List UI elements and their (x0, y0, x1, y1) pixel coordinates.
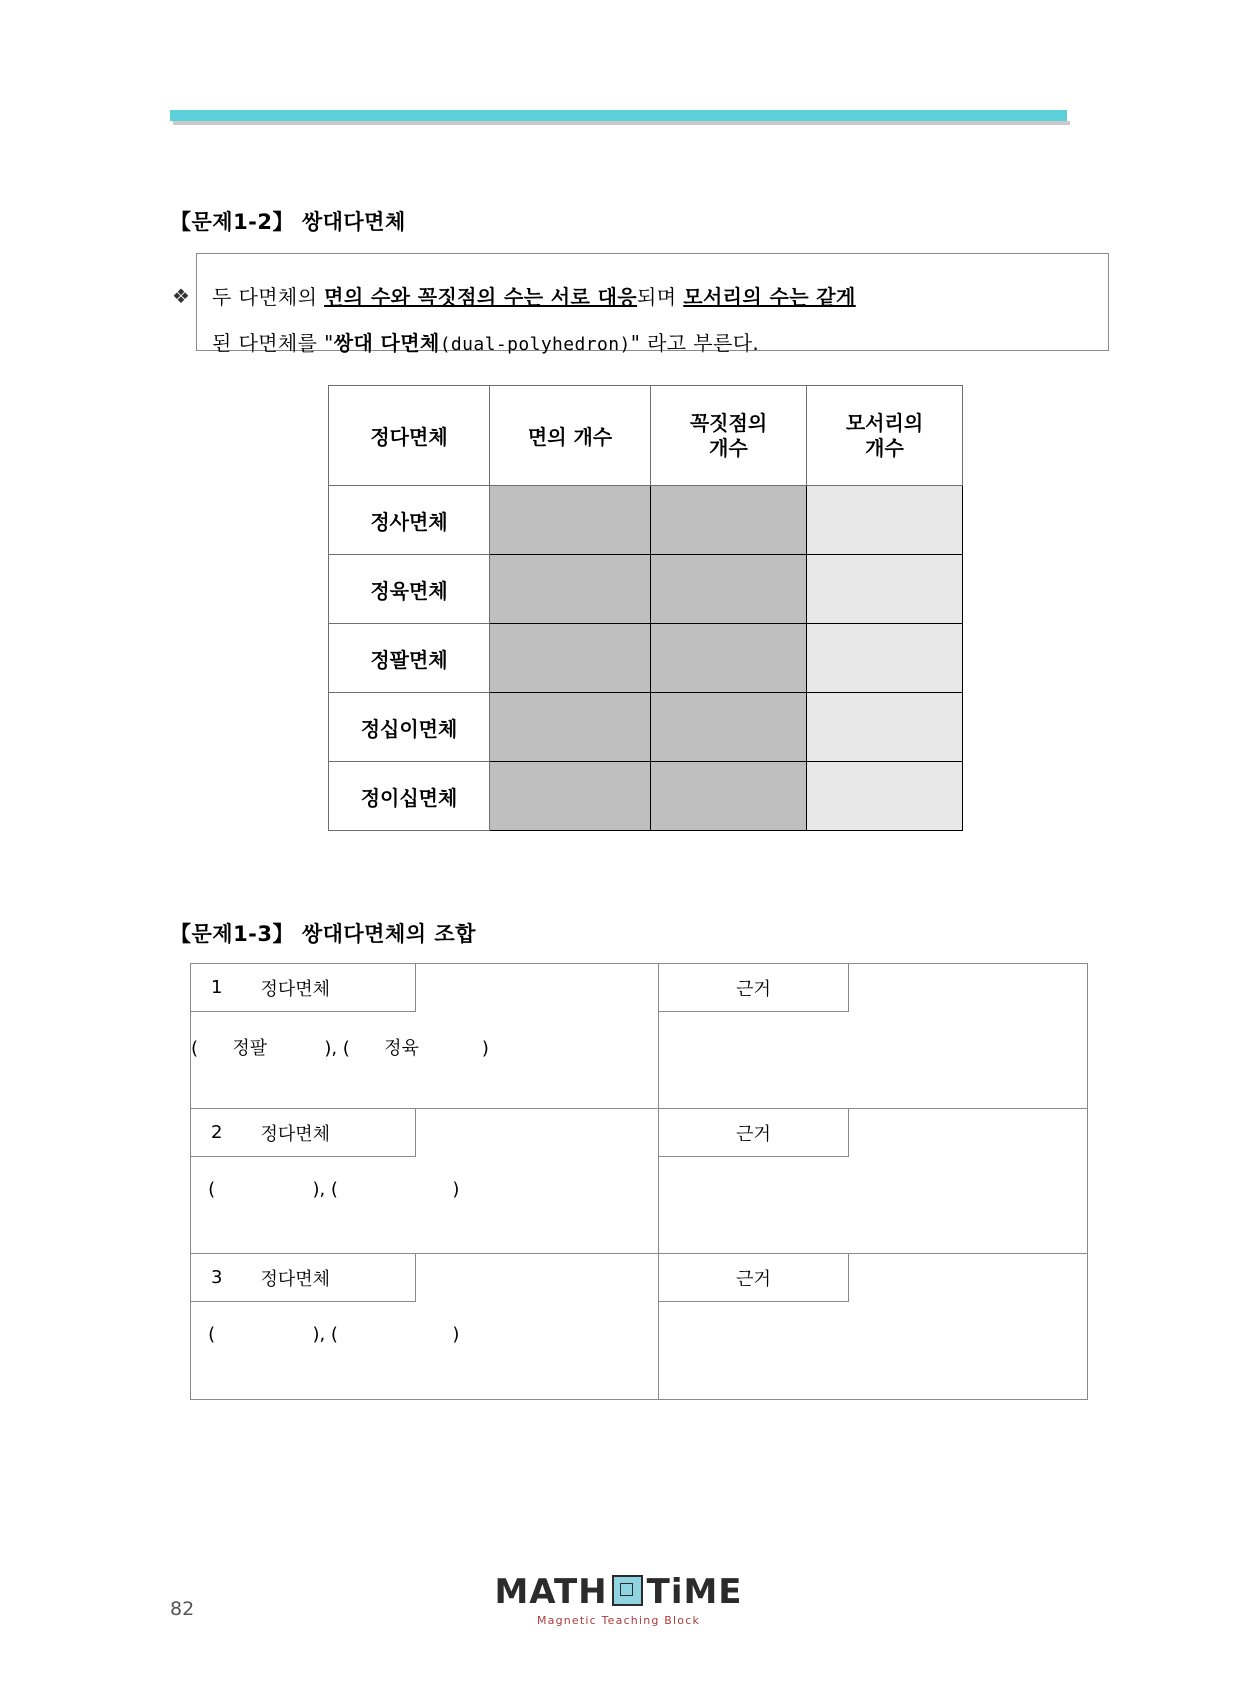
header-polyhedron: 정다면체 (329, 386, 490, 486)
edges-input-cell[interactable] (807, 624, 963, 693)
header-faces: 면의 개수 (490, 386, 651, 486)
edges-input-cell[interactable] (807, 486, 963, 555)
combination-label-box (191, 1109, 416, 1157)
combination-answer-line[interactable]: ( 정팔 ), ( 정육 ) (191, 1038, 489, 1059)
bullet-icon: ❖ (172, 284, 190, 308)
table-row (329, 555, 963, 624)
faces-input-cell[interactable] (490, 624, 651, 693)
combination-right-cell (659, 1109, 1087, 1253)
table-row (329, 624, 963, 693)
combination-number: 2 (211, 1122, 223, 1143)
definition-text-3: 된 다면체를 " (212, 331, 334, 355)
header-edges-line1: 모서리의 (845, 410, 924, 435)
combination-label: 정다면체 (260, 1268, 331, 1290)
row-label: 정사면체 (329, 486, 490, 555)
page-number: 82 (170, 1598, 195, 1620)
reason-label-box: 근거 (659, 964, 849, 1012)
vertices-input-cell[interactable] (651, 693, 807, 762)
combination-label-box (191, 1254, 416, 1302)
table-row (329, 762, 963, 831)
combination-left-cell (191, 1254, 659, 1399)
definition-line-1 (212, 281, 856, 310)
combination-number: 1 (211, 977, 223, 998)
header-vertices (651, 386, 807, 486)
row-label: 정육면체 (329, 555, 490, 624)
combination-label: 정다면체 (260, 1123, 331, 1145)
section-1-3-heading: 【문제1-3】 쌍대다면체의 조합 (170, 922, 476, 946)
logo-text-right: TiME (646, 1572, 743, 1612)
table-row (329, 486, 963, 555)
faces-input-cell[interactable] (490, 486, 651, 555)
combination-answer-line[interactable]: ( ), ( ) (191, 1324, 460, 1345)
definition-underline-2: 모서리의 수는 같게 (683, 285, 856, 309)
combination-row (191, 964, 1087, 1109)
combination-left-cell (191, 1109, 659, 1253)
edges-input-cell[interactable] (807, 693, 963, 762)
combination-left-cell (191, 964, 659, 1108)
logo-tagline: Magnetic Teaching Block (536, 1614, 701, 1627)
definition-line-2 (212, 327, 759, 356)
logo-text-left: MATH (494, 1572, 608, 1612)
table-row (329, 693, 963, 762)
vertices-input-cell[interactable] (651, 555, 807, 624)
row-label: 정십이면체 (329, 693, 490, 762)
faces-input-cell[interactable] (490, 693, 651, 762)
faces-input-cell[interactable] (490, 555, 651, 624)
vertices-input-cell[interactable] (651, 624, 807, 693)
definition-english-term: (dual-polyhedron) (439, 334, 631, 355)
combination-row (191, 1254, 1087, 1399)
vertices-input-cell[interactable] (651, 762, 807, 831)
accent-rule-shadow (173, 121, 1070, 125)
combination-answer-line[interactable]: ( ), ( ) (191, 1179, 460, 1200)
header-vertices-line2: 개수 (709, 435, 748, 460)
footer-logo (0, 1572, 1237, 1627)
combination-label-box (191, 964, 416, 1012)
combination-right-cell (659, 1254, 1087, 1399)
combination-label: 정다면체 (260, 978, 331, 1000)
header-vertices-line1: 꼭짓점의 (689, 410, 768, 435)
cube-icon (612, 1575, 643, 1606)
accent-rule (170, 110, 1067, 121)
edges-input-cell[interactable] (807, 762, 963, 831)
section-1-2-heading: 【문제1-2】 쌍대다면체 (170, 210, 406, 234)
definition-text-1: 두 다면체의 (212, 285, 325, 309)
reason-label-box: 근거 (659, 1109, 849, 1157)
definition-text-2: 되며 (637, 285, 684, 309)
definition-bold-term: 쌍대 다면체 (333, 331, 440, 355)
definition-text-4: " 라고 부른다. (630, 331, 760, 355)
edges-input-cell[interactable] (807, 555, 963, 624)
table-header-row (329, 386, 963, 486)
vertices-input-cell[interactable] (651, 486, 807, 555)
combination-row (191, 1109, 1087, 1254)
row-label: 정팔면체 (329, 624, 490, 693)
combination-table (190, 963, 1088, 1400)
definition-underline-1: 면의 수와 꼭짓점의 수는 서로 대응 (324, 285, 638, 309)
row-label: 정이십면체 (329, 762, 490, 831)
header-edges-line2: 개수 (865, 435, 904, 460)
faces-input-cell[interactable] (490, 762, 651, 831)
combination-number: 3 (211, 1267, 223, 1288)
reason-label-box: 근거 (659, 1254, 849, 1302)
polyhedron-table (328, 385, 963, 831)
header-edges (807, 386, 963, 486)
combination-right-cell (659, 964, 1087, 1108)
